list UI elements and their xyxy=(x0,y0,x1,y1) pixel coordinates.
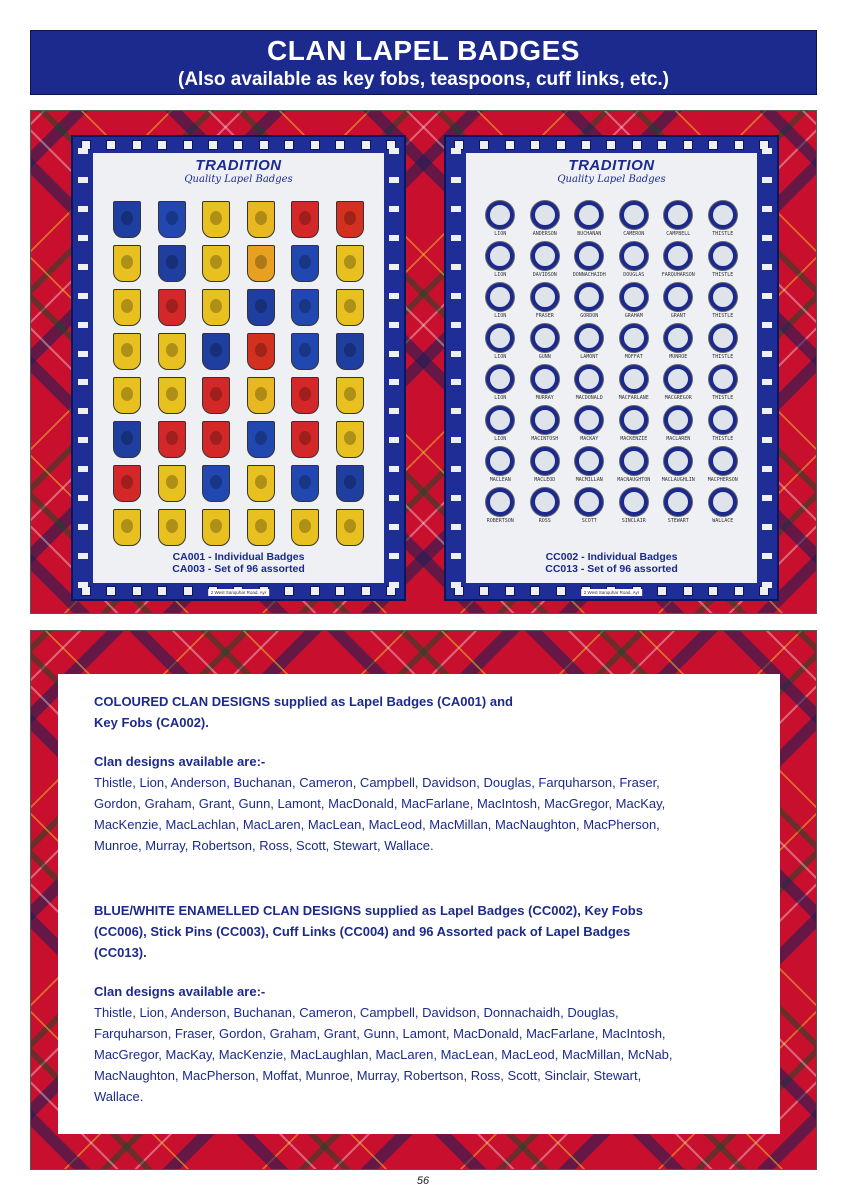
badge-label: MURRAY xyxy=(535,395,554,401)
clan-shield-badge xyxy=(336,465,364,502)
badge-cell xyxy=(105,421,150,458)
clan-shield-badge xyxy=(158,245,186,282)
badge-label: MACKAY xyxy=(580,436,599,442)
badge-cell xyxy=(656,447,701,485)
clan-shield-badge xyxy=(247,421,275,458)
clan-enamel-badge xyxy=(575,201,603,229)
clan-shield-badge xyxy=(336,333,364,370)
enamel-section xyxy=(94,900,774,1107)
badge-label: THISTLE xyxy=(712,395,734,401)
badge-cell xyxy=(701,242,746,280)
clan-shield-badge xyxy=(291,289,319,326)
enamel-clan-list-line: Wallace. xyxy=(94,1089,144,1104)
board-border-right xyxy=(385,137,403,599)
badge-cell xyxy=(656,242,701,280)
clan-enamel-badge xyxy=(664,324,692,352)
board-border-top xyxy=(73,138,404,152)
badge-cell xyxy=(194,333,239,370)
badge-cell xyxy=(478,365,523,403)
badge-label: LAMONT xyxy=(580,354,599,360)
board-card xyxy=(93,153,384,583)
badge-cell xyxy=(239,421,284,458)
clan-enamel-badge xyxy=(486,242,514,270)
board-border-left xyxy=(447,137,465,599)
clan-shield-badge xyxy=(158,201,186,238)
clan-enamel-badge xyxy=(531,201,559,229)
badge-cell xyxy=(283,421,328,458)
clan-enamel-badge xyxy=(486,324,514,352)
badge-grid xyxy=(478,201,745,526)
badge-label: MACMILLAN xyxy=(575,477,603,483)
badge-label: ROBERTSON xyxy=(486,518,514,524)
badge-grid xyxy=(105,201,372,546)
badge-cell xyxy=(239,333,284,370)
clan-enamel-badge xyxy=(531,447,559,475)
badge-cell xyxy=(478,242,523,280)
badge-label: MACLEAN xyxy=(489,477,511,483)
clan-enamel-badge xyxy=(486,283,514,311)
clan-shield-badge xyxy=(113,465,141,502)
badge-cell xyxy=(567,488,612,526)
badge-label: MACGREGOR xyxy=(664,395,692,401)
badge-cell xyxy=(567,406,612,444)
badge-cell xyxy=(478,283,523,321)
badge-label: MACINTOSH xyxy=(531,436,559,442)
badge-cell xyxy=(105,333,150,370)
badge-label: LION xyxy=(494,231,507,237)
enamel-clan-list-line: Farquharson, Fraser, Gordon, Graham, Grant, Gunn, Lamont, MacDonald, MacFarlane, MacIntosh, xyxy=(94,1026,666,1041)
badge-cell xyxy=(701,283,746,321)
clan-enamel-badge xyxy=(620,447,648,475)
badge-cell xyxy=(283,509,328,546)
badge-label: MACNAUGHTON xyxy=(617,477,651,483)
badge-cell xyxy=(239,289,284,326)
clan-enamel-badge xyxy=(664,365,692,393)
badge-cell xyxy=(523,488,568,526)
coloured-badge-board xyxy=(71,135,406,601)
clan-enamel-badge xyxy=(664,201,692,229)
badge-cell xyxy=(656,201,701,239)
badge-cell xyxy=(328,465,373,502)
badge-cell xyxy=(567,365,612,403)
clan-enamel-badge xyxy=(486,365,514,393)
badge-cell xyxy=(567,283,612,321)
board-caption-1: CA001 - Individual Badges xyxy=(172,551,305,563)
clan-shield-badge xyxy=(113,377,141,414)
badge-label: CAMPBELL xyxy=(666,231,691,237)
coloured-heading: Clan designs available are:- xyxy=(94,754,266,769)
clan-enamel-badge xyxy=(709,201,737,229)
badge-label: GUNN xyxy=(538,354,551,360)
badge-cell xyxy=(328,245,373,282)
clan-enamel-badge xyxy=(620,283,648,311)
clan-enamel-badge xyxy=(575,447,603,475)
badge-label: LION xyxy=(494,395,507,401)
page-header xyxy=(30,30,817,95)
badge-cell xyxy=(105,465,150,502)
badge-cell xyxy=(150,465,195,502)
enamel-intro-line: (CC013). xyxy=(94,945,147,960)
badge-cell xyxy=(701,201,746,239)
badge-cell xyxy=(612,365,657,403)
badge-label: MACKENZIE xyxy=(620,436,648,442)
clan-shield-badge xyxy=(202,245,230,282)
clan-enamel-badge xyxy=(620,201,648,229)
badge-cell xyxy=(283,377,328,414)
badge-cell xyxy=(328,333,373,370)
badge-label: THISTLE xyxy=(712,272,734,278)
clan-enamel-badge xyxy=(709,283,737,311)
brand-name: TRADITION xyxy=(568,157,655,174)
clan-shield-badge xyxy=(113,509,141,546)
clan-enamel-badge xyxy=(620,406,648,434)
badge-cell xyxy=(567,324,612,362)
badge-label: FRASER xyxy=(535,313,554,319)
badge-cell xyxy=(105,289,150,326)
badge-label: STEWART xyxy=(667,518,689,524)
badge-label: MACLEOD xyxy=(534,477,556,483)
clan-enamel-badge xyxy=(620,242,648,270)
badge-cell xyxy=(239,245,284,282)
clan-shield-badge xyxy=(336,201,364,238)
clan-enamel-badge xyxy=(575,324,603,352)
clan-enamel-badge xyxy=(575,406,603,434)
badge-label: THISTLE xyxy=(712,231,734,237)
board-card xyxy=(466,153,757,583)
clan-enamel-badge xyxy=(575,365,603,393)
clan-enamel-badge xyxy=(664,242,692,270)
badge-cell xyxy=(239,465,284,502)
enamel-heading: Clan designs available are:- xyxy=(94,984,266,999)
clan-enamel-badge xyxy=(486,201,514,229)
badge-cell xyxy=(612,324,657,362)
badge-cell xyxy=(612,242,657,280)
clan-enamel-badge xyxy=(486,488,514,516)
clan-shield-badge xyxy=(291,245,319,282)
board-brand xyxy=(93,157,384,185)
badge-label: DONNACHAIDH xyxy=(572,272,606,278)
badge-cell xyxy=(150,245,195,282)
badge-label: GRAHAM xyxy=(624,313,643,319)
badge-cell xyxy=(194,465,239,502)
badge-label: THISTLE xyxy=(712,436,734,442)
clan-shield-badge xyxy=(113,201,141,238)
clan-shield-badge xyxy=(336,245,364,282)
coloured-clan-list-line: Munroe, Murray, Robertson, Ross, Scott, Stewart, Wallace. xyxy=(94,838,434,853)
badge-cell xyxy=(105,245,150,282)
badge-cell xyxy=(478,488,523,526)
badge-cell xyxy=(612,406,657,444)
board-caption-1: CC002 - Individual Badges xyxy=(545,551,678,563)
badge-cell xyxy=(567,447,612,485)
badge-cell xyxy=(194,509,239,546)
clan-shield-badge xyxy=(158,289,186,326)
clan-enamel-badge xyxy=(709,447,737,475)
clan-shield-badge xyxy=(158,333,186,370)
badge-cell xyxy=(328,201,373,238)
badge-cell xyxy=(105,201,150,238)
badge-cell xyxy=(150,333,195,370)
clan-shield-badge xyxy=(247,289,275,326)
badge-cell xyxy=(328,421,373,458)
coloured-clan-list-line: MacKenzie, MacLachlan, MacLaren, MacLean, MacLeod, MacMillan, MacNaughton, MacPherson, xyxy=(94,817,660,832)
clan-shield-badge xyxy=(202,421,230,458)
badge-cell xyxy=(150,421,195,458)
badge-cell xyxy=(150,377,195,414)
badge-label: MOFFAT xyxy=(624,354,643,360)
board-border-left xyxy=(74,137,92,599)
clan-enamel-badge xyxy=(531,283,559,311)
badge-cell xyxy=(523,283,568,321)
clan-shield-badge xyxy=(291,421,319,458)
badge-cell xyxy=(283,201,328,238)
clan-shield-badge xyxy=(291,465,319,502)
badge-cell xyxy=(239,377,284,414)
badge-cell xyxy=(105,377,150,414)
badge-cell xyxy=(283,289,328,326)
clan-shield-badge xyxy=(336,509,364,546)
badge-cell xyxy=(150,509,195,546)
clan-shield-badge xyxy=(158,509,186,546)
badge-label: LION xyxy=(494,436,507,442)
clan-shield-badge xyxy=(247,509,275,546)
clan-shield-badge xyxy=(113,333,141,370)
clan-shield-badge xyxy=(158,465,186,502)
badge-cell xyxy=(283,333,328,370)
clan-enamel-badge xyxy=(709,406,737,434)
enamel-clan-list-line: Thistle, Lion, Anderson, Buchanan, Cameron, Campbell, Davidson, Donnachaidh, Douglas, xyxy=(94,1005,619,1020)
clan-shield-badge xyxy=(113,421,141,458)
badge-cell xyxy=(612,283,657,321)
board-brand xyxy=(466,157,757,185)
badge-cell xyxy=(150,289,195,326)
clan-enamel-badge xyxy=(531,488,559,516)
clan-shield-badge xyxy=(291,509,319,546)
badge-cell xyxy=(194,377,239,414)
clan-shield-badge xyxy=(247,245,275,282)
clan-shield-badge xyxy=(202,377,230,414)
badge-label: DOUGLAS xyxy=(623,272,645,278)
board-address: 2 West Sanquhar Road, Ayr xyxy=(208,589,270,596)
coloured-clan-list-line: Gordon, Graham, Grant, Gunn, Lamont, MacDonald, MacFarlane, MacIntosh, MacGregor, MacKay, xyxy=(94,796,666,811)
board-border-right xyxy=(758,137,776,599)
badge-cell xyxy=(701,488,746,526)
board-caption-2: CA003 - Set of 96 assorted xyxy=(172,563,305,575)
page-title: CLAN LAPEL BADGES xyxy=(267,35,580,66)
badge-label: MACDONALD xyxy=(575,395,603,401)
clan-enamel-badge xyxy=(664,406,692,434)
badge-cell xyxy=(105,509,150,546)
badge-label: MUNROE xyxy=(669,354,688,360)
badge-cell xyxy=(523,365,568,403)
badge-cell xyxy=(656,365,701,403)
clan-enamel-badge xyxy=(620,324,648,352)
clan-shield-badge xyxy=(247,333,275,370)
clan-enamel-badge xyxy=(575,283,603,311)
badge-cell xyxy=(328,509,373,546)
coloured-section xyxy=(94,691,754,856)
page-number: 56 xyxy=(416,1175,430,1187)
badge-cell xyxy=(478,201,523,239)
badge-cell xyxy=(523,447,568,485)
clan-shield-badge xyxy=(291,201,319,238)
badge-cell xyxy=(328,289,373,326)
badge-cell xyxy=(701,406,746,444)
clan-shield-badge xyxy=(202,289,230,326)
clan-enamel-badge xyxy=(575,242,603,270)
badge-label: LION xyxy=(494,354,507,360)
coloured-intro-line: Key Fobs (CA002). xyxy=(94,715,209,730)
clan-shield-badge xyxy=(247,377,275,414)
badge-label: ROSS xyxy=(538,518,551,524)
page-subtitle: (Also available as key fobs, teaspoons, cuff links, etc.) xyxy=(178,69,669,90)
badge-cell xyxy=(194,245,239,282)
coloured-intro-line: COLOURED CLAN DESIGNS supplied as Lapel Badges (CA001) and xyxy=(94,694,513,709)
enamel-badge-board xyxy=(444,135,779,601)
badge-cell xyxy=(656,406,701,444)
badge-cell xyxy=(194,421,239,458)
badge-cell xyxy=(567,242,612,280)
badge-cell xyxy=(523,201,568,239)
badge-label: BUCHANAN xyxy=(577,231,602,237)
product-photo xyxy=(30,110,817,614)
badge-label: MACLAUGHLIN xyxy=(661,477,695,483)
badge-label: WALLACE xyxy=(712,518,734,524)
badge-label: SCOTT xyxy=(581,518,597,524)
badge-cell xyxy=(478,406,523,444)
board-border-top xyxy=(446,138,777,152)
clan-shield-badge xyxy=(202,465,230,502)
badge-label: FARQUHARSON xyxy=(661,272,695,278)
clan-enamel-badge xyxy=(531,324,559,352)
badge-label: ANDERSON xyxy=(532,231,557,237)
clan-shield-badge xyxy=(336,421,364,458)
badge-cell xyxy=(523,242,568,280)
brand-name: TRADITION xyxy=(195,157,282,174)
badge-cell xyxy=(701,324,746,362)
badge-cell xyxy=(656,488,701,526)
board-caption-2: CC013 - Set of 96 assorted xyxy=(545,563,678,575)
clan-enamel-badge xyxy=(486,406,514,434)
clan-shield-badge xyxy=(247,201,275,238)
badge-label: MACPHERSON xyxy=(707,477,738,483)
badge-cell xyxy=(328,377,373,414)
clan-shield-badge xyxy=(247,465,275,502)
enamel-clan-list-line: MacGregor, MacKay, MacKenzie, MacLaughlan, MacLaren, MacLean, MacLeod, MacMillan, McNab, xyxy=(94,1047,673,1062)
badge-cell xyxy=(656,283,701,321)
brand-tagline: Quality Lapel Badges xyxy=(557,174,666,185)
clan-enamel-badge xyxy=(664,447,692,475)
clan-shield-badge xyxy=(291,377,319,414)
clan-enamel-badge xyxy=(709,324,737,352)
clan-shield-badge xyxy=(113,245,141,282)
badge-cell xyxy=(194,201,239,238)
clan-enamel-badge xyxy=(620,488,648,516)
badge-label: MACLAREN xyxy=(666,436,691,442)
enamel-clan-list-line: MacNaughton, MacPherson, Moffat, Munroe, Murray, Robertson, Ross, Scott, Sinclair, Stewart, xyxy=(94,1068,642,1083)
badge-cell xyxy=(523,324,568,362)
badge-cell xyxy=(612,201,657,239)
clan-enamel-badge xyxy=(620,365,648,393)
clan-enamel-badge xyxy=(486,447,514,475)
badge-cell xyxy=(194,289,239,326)
badge-label: LION xyxy=(494,272,507,278)
clan-shield-badge xyxy=(336,377,364,414)
badge-label: LION xyxy=(494,313,507,319)
badge-cell xyxy=(150,201,195,238)
badge-cell xyxy=(701,365,746,403)
clan-shield-badge xyxy=(158,421,186,458)
badge-label: MACFARLANE xyxy=(618,395,649,401)
badge-cell xyxy=(656,324,701,362)
clan-enamel-badge xyxy=(531,406,559,434)
badge-cell xyxy=(612,447,657,485)
description-card xyxy=(58,674,780,1134)
badge-label: GORDON xyxy=(580,313,599,319)
badge-cell xyxy=(283,465,328,502)
brand-tagline: Quality Lapel Badges xyxy=(184,174,293,185)
badge-cell xyxy=(612,488,657,526)
badge-label: GRANT xyxy=(670,313,686,319)
badge-cell xyxy=(239,509,284,546)
clan-enamel-badge xyxy=(709,242,737,270)
clan-enamel-badge xyxy=(709,365,737,393)
clan-shield-badge xyxy=(202,201,230,238)
enamel-intro-line: BLUE/WHITE ENAMELLED CLAN DESIGNS supplied as Lapel Badges (CC002), Key Fobs xyxy=(94,903,643,918)
clan-shield-badge xyxy=(113,289,141,326)
clan-enamel-badge xyxy=(664,283,692,311)
badge-cell xyxy=(701,447,746,485)
badge-cell xyxy=(567,201,612,239)
badge-cell xyxy=(523,406,568,444)
badge-cell xyxy=(283,245,328,282)
clan-enamel-badge xyxy=(709,488,737,516)
badge-label: THISTLE xyxy=(712,313,734,319)
badge-label: THISTLE xyxy=(712,354,734,360)
clan-enamel-badge xyxy=(664,488,692,516)
badge-cell xyxy=(478,447,523,485)
badge-cell xyxy=(239,201,284,238)
badge-label: DAVIDSON xyxy=(532,272,557,278)
badge-label: CAMERON xyxy=(623,231,645,237)
enamel-intro-line: (CC006), Stick Pins (CC003), Cuff Links (CC004) and 96 Assorted pack of Lapel Badges xyxy=(94,924,631,939)
clan-enamel-badge xyxy=(531,365,559,393)
clan-shield-badge xyxy=(158,377,186,414)
badge-label: SINCLAIR xyxy=(621,518,646,524)
clan-enamel-badge xyxy=(531,242,559,270)
clan-enamel-badge xyxy=(575,488,603,516)
clan-shield-badge xyxy=(202,509,230,546)
badge-cell xyxy=(478,324,523,362)
clan-shield-badge xyxy=(336,289,364,326)
board-address: 2 West Sanquhar Road, Ayr xyxy=(581,589,643,596)
clan-shield-badge xyxy=(291,333,319,370)
coloured-clan-list-line: Thistle, Lion, Anderson, Buchanan, Cameron, Campbell, Davidson, Douglas, Farquharson, Fraser, xyxy=(94,775,660,790)
clan-shield-badge xyxy=(202,333,230,370)
